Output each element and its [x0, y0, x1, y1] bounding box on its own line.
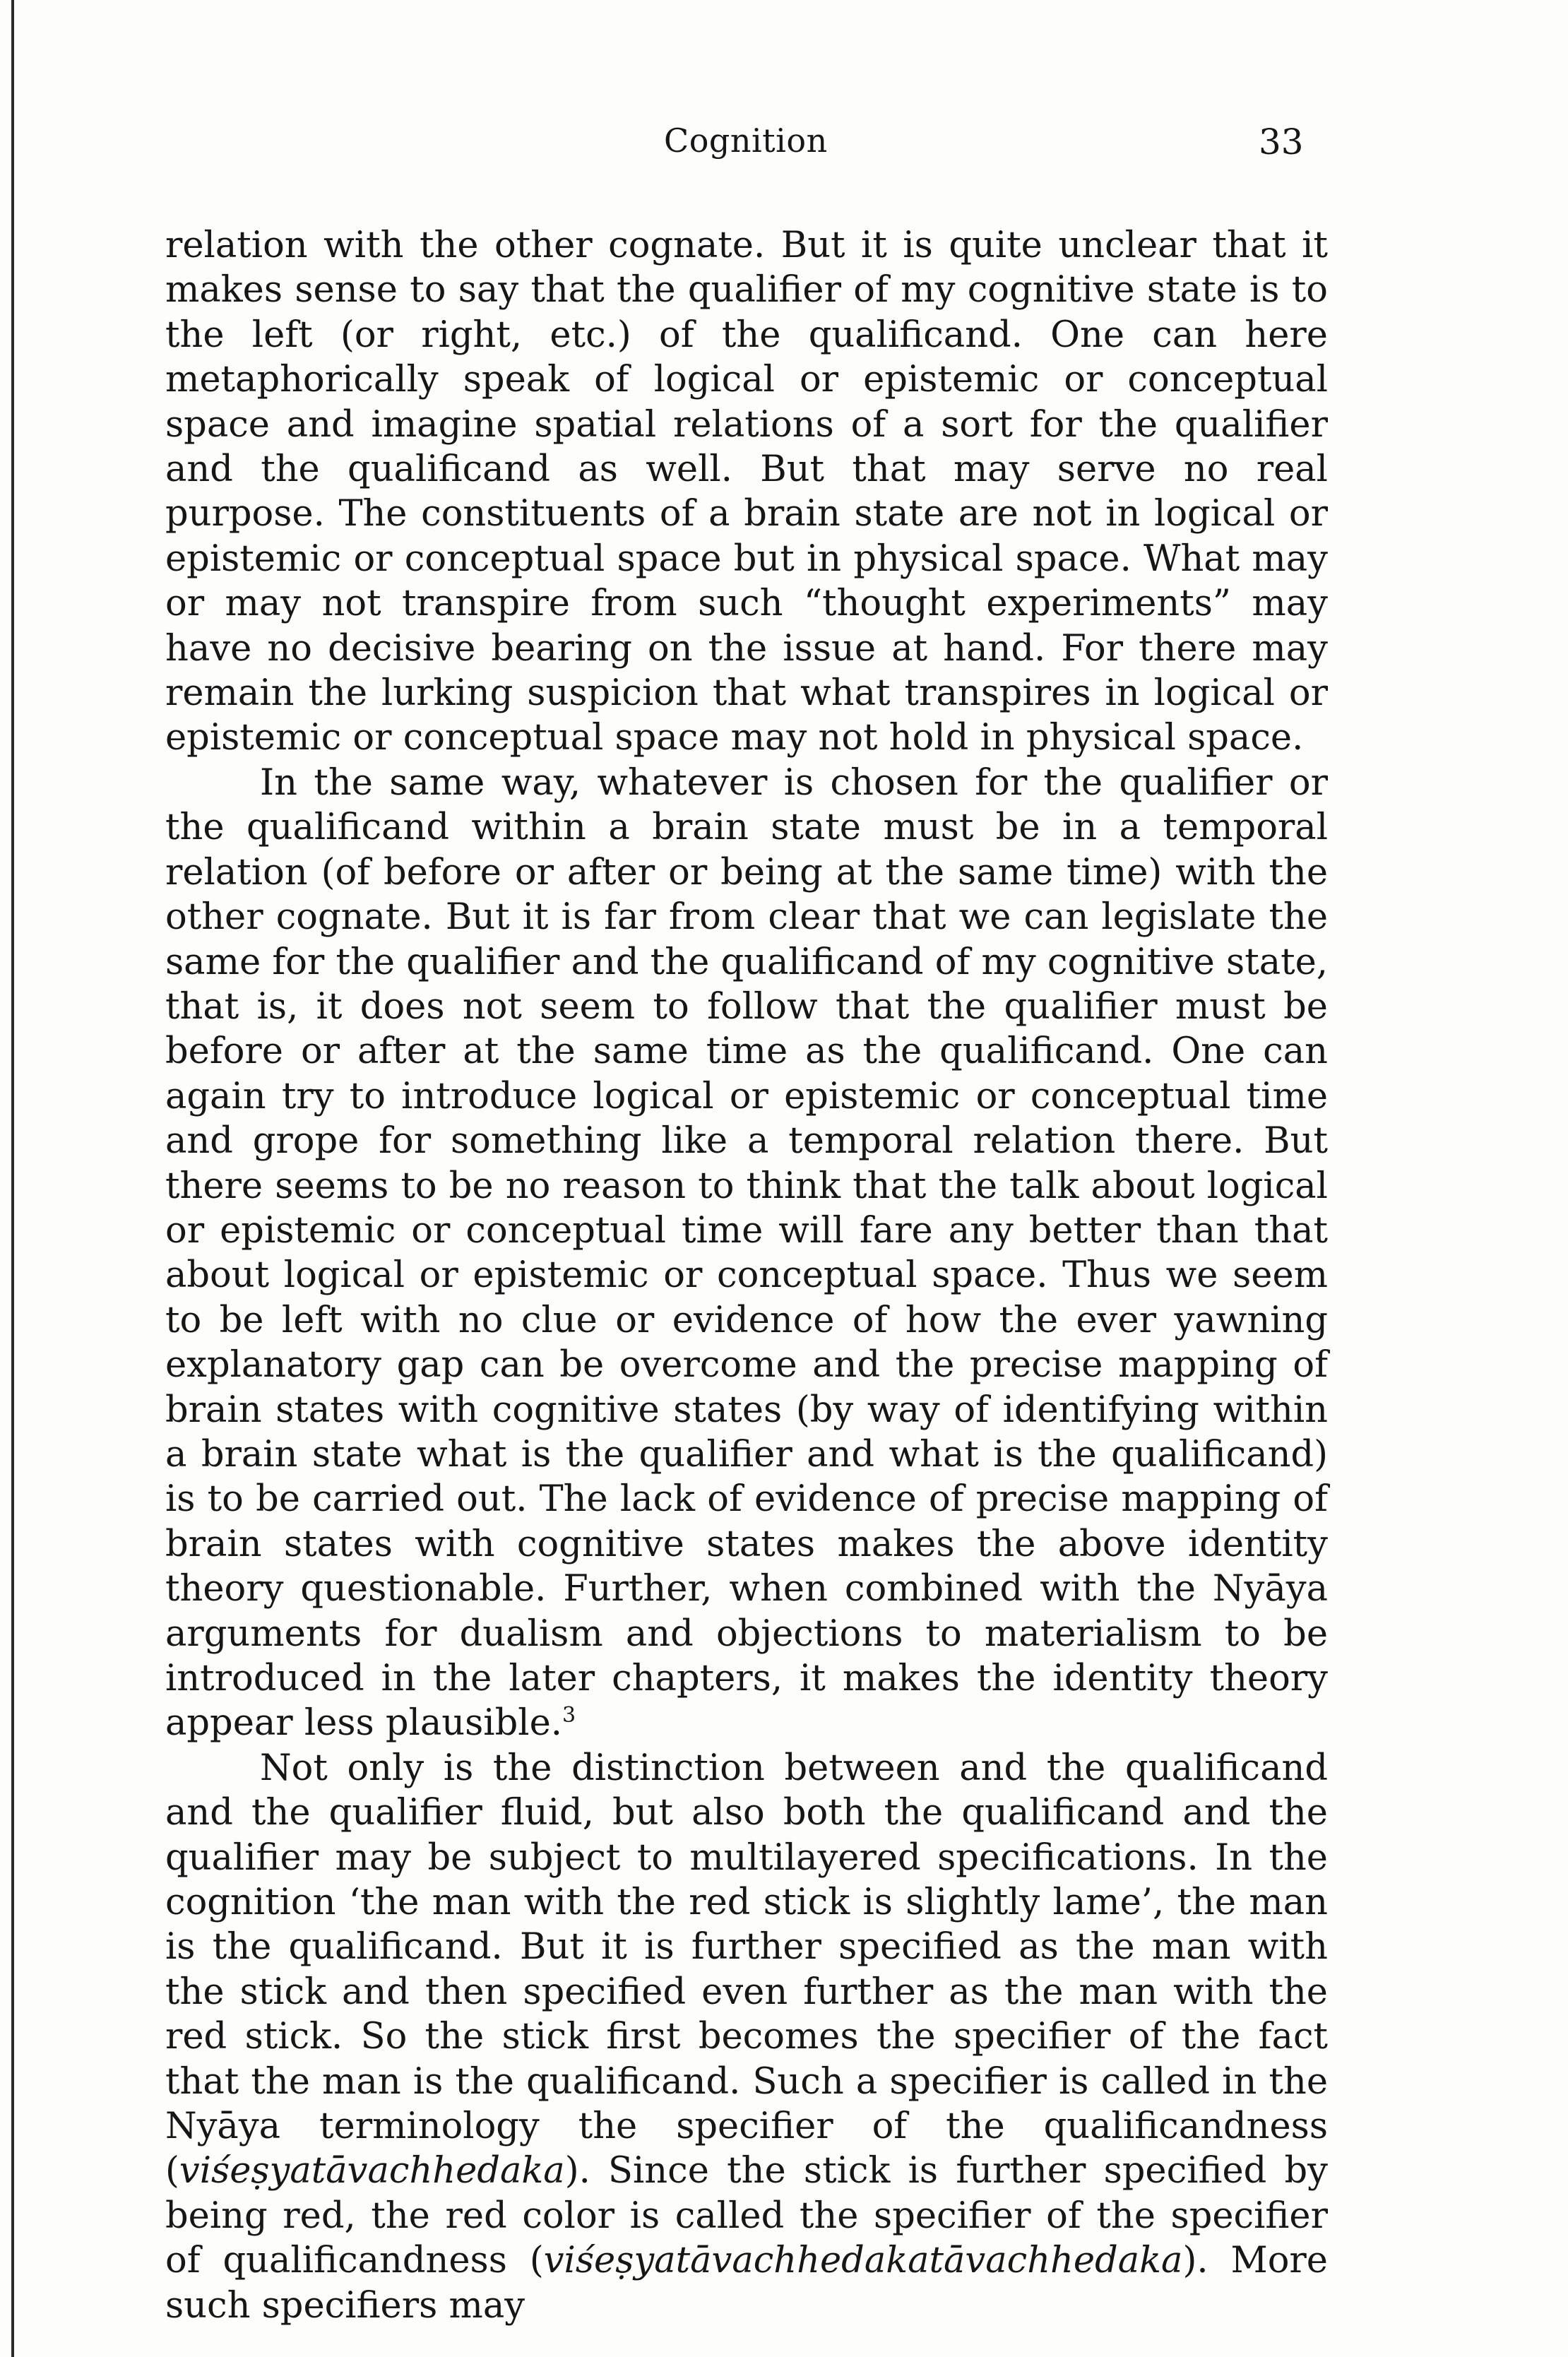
running-head	[0, 113, 1568, 170]
paragraph-text-part-2: ). Since the stick is further specified by being red, the red color is called the specifier of the specifier of qualificandness (	[165, 2150, 1328, 2282]
page-number: 33	[1259, 121, 1304, 162]
paragraph-continued: relation with the other cognate. But it is quite unclear that it makes sense to say that the qualifier of my cognitive state is to the left (or right, etc.) of the qualificand. One can here metaphorically speak of logical or epistemic or conceptual space and imagine spatial relations of a sort for the qualifier and the qualificand as well. But that may serve no real purpose. The constituents of a brain state are not in logical or epistemic or conceptual space but in physical space. What may or may not transpire from such “thought experiments” may have no decisive bearing on the issue at hand. For there may remain the lurking suspicion that what transpires in logical or epistemic or conceptual space may not hold in physical space.	[165, 225, 1328, 759]
paragraph-text: In the same way, whatever is chosen for the qualifier or the qualificand within a brain state must be in a temporal relation (of before or after or being at the same time) with the other cognate. But it is far from clear that we can legislate the same for the qualifier and the qualificand of my cognitive state, that is, it does not seem to follow that the qualifier must be before or after at the same time as the qualificand. One can again try to introduce logical or epistemic or conceptual time and grope for something like a temporal relation there. But there seems to be no reason to think that the talk about logical or epistemic or conceptual time will fare any better than that about logical or epistemic or conceptual space. Thus we seem to be left with no clue or evidence of how the ever yawning explanatory gap can be overcome and the precise mapping of brain states with cognitive states (by way of identifying within a brain state what is the qualifier and what is the qualificand) is to be carried out. The lack of evidence of precise mapping of brain states with cognitive states makes the above identity theory questionable. Further, when combined with the Nyāya arguments for dualism and objections to materialism to be introduced in the later chapters, it makes the identity theory appear less plausible.	[165, 761, 1328, 1745]
paragraph-temporal-relation	[165, 761, 1328, 1746]
sanskrit-term-2: viśeṣyatāvachhedakatāvachhedaka	[543, 2240, 1183, 2282]
paragraph-text-part-3: ). More such specifiers may	[165, 2240, 1328, 2327]
body-text	[165, 223, 1328, 2328]
paragraph-specifiers	[165, 1746, 1328, 2328]
scan-binding-edge	[11, 0, 14, 2357]
running-head-title: Cognition	[664, 121, 828, 160]
footnote-reference: 3	[562, 1703, 576, 1728]
paragraph-text-part-1: Not only is the distinction between and the qualificand and the qualifier fluid, but also both the qualificand and the qualifier may be subject to multilayered specifications. In the cognition ‘the man with the red stick is slightly lame’, the man is the qualificand. But it is further specified as the man with the stick and then specified even further as the man with the red stick. So the stick first becomes the specifier of the fact that the man is the qualificand. Such a specifier is called in the Nyāya terminology the specifier of the qualificandness (	[165, 1747, 1328, 2192]
sanskrit-term-1: viśeṣyatāvachhedaka	[179, 2150, 565, 2192]
